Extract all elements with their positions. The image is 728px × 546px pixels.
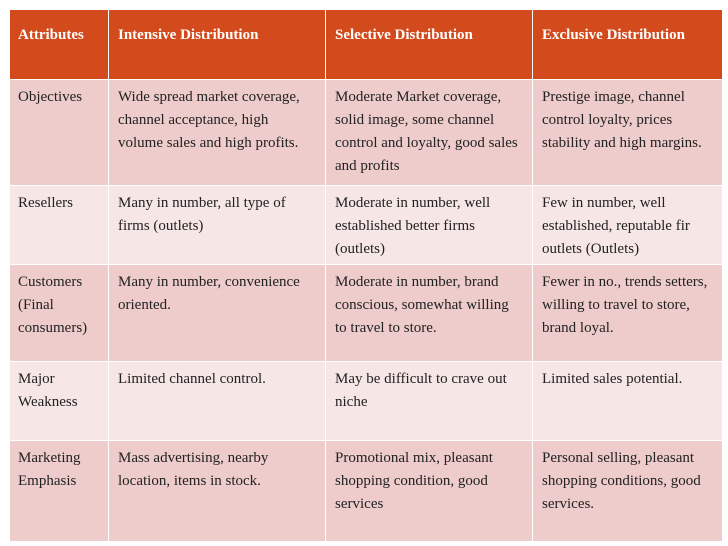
slide [9,9,722,541]
table-cell: Limited channel control. [109,362,326,441]
table-row-major-weakness [10,362,723,441]
table-row-resellers [10,186,723,265]
table-cell: Wide spread market coverage, channel acceptance, high volume sales and high profits. [109,80,326,186]
row-label: Objectives [10,80,109,186]
table-row-objectives [10,80,723,186]
table-cell: Few in number, well established, reputable fir outlets (Outlets) [533,186,723,265]
row-label: Resellers [10,186,109,265]
table-cell: Personal selling, pleasant shopping conditions, good services. [533,441,723,542]
table-row-marketing-emphasis [10,441,723,542]
table-cell: Mass advertising, nearby location, items in stock. [109,441,326,542]
distribution-comparison-table [9,9,723,542]
header-intensive-distribution: Intensive Distribution [109,10,326,80]
row-label: Marketing Emphasis [10,441,109,542]
header-selective-distribution: Selective Distribution [326,10,533,80]
table-cell: Prestige image, channel control loyalty, prices stability and high margins. [533,80,723,186]
row-label: Major Weakness [10,362,109,441]
table-cell: Many in number, all type of firms (outlets) [109,186,326,265]
table-cell: Limited sales potential. [533,362,723,441]
table-cell: Fewer in no., trends setters, willing to travel to store, brand loyal. [533,265,723,362]
table-row-customers [10,265,723,362]
table-cell: Moderate in number, well established better firms (outlets) [326,186,533,265]
table-cell: Moderate in number, brand conscious, somewhat willing to travel to store. [326,265,533,362]
row-label: Customers (Final consumers) [10,265,109,362]
header-exclusive-distribution: Exclusive Distribution [533,10,723,80]
table-cell: Promotional mix, pleasant shopping condition, good services [326,441,533,542]
table-cell: Many in number, convenience oriented. [109,265,326,362]
table-cell: Moderate Market coverage, solid image, some channel control and loyalty, good sales and profits [326,80,533,186]
table-header-row [10,10,723,80]
table-cell: May be difficult to crave out niche [326,362,533,441]
header-attributes: Attributes [10,10,109,80]
